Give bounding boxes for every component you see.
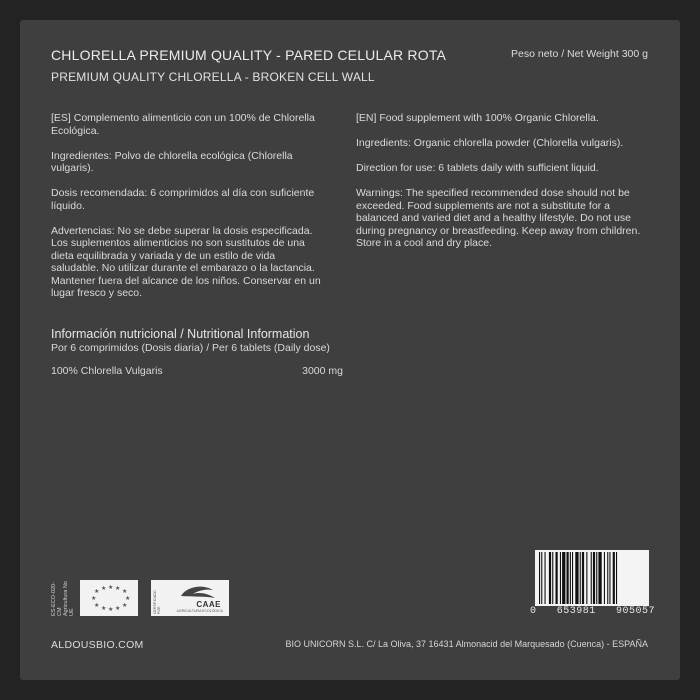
nutrition-row-value: 3000 mg: [302, 365, 343, 377]
barcode-bar: [549, 552, 551, 604]
svg-text:★: ★: [115, 605, 121, 612]
website-link[interactable]: ALDOUSBIO.COM: [51, 639, 144, 651]
barcode-bar: [609, 552, 610, 604]
barcode-digits: [530, 606, 655, 617]
es-dose: Dosis recomendada: 6 comprimidos al día con suficiente líquido.: [51, 187, 315, 212]
barcode-bar: [596, 552, 597, 604]
es-ingredients: Ingredientes: Polvo de chlorella ecológica (Chlorella vulgaris).: [51, 149, 293, 174]
barcode-bar: [613, 552, 615, 604]
svg-text:★: ★: [115, 585, 121, 592]
svg-text:★: ★: [125, 595, 131, 602]
nutrition-row: [51, 365, 343, 377]
barcode-bar: [570, 552, 571, 604]
barcode-bar: [580, 552, 581, 604]
barcode-bar: [598, 552, 601, 604]
barcode-bar: [616, 552, 617, 604]
svg-text:★: ★: [108, 606, 114, 613]
barcode-bar: [591, 552, 592, 604]
product-label: [20, 20, 680, 680]
barcode-digit-group: 0: [530, 606, 537, 617]
barcode-bar: [607, 552, 608, 604]
product-title: CHLORELLA PREMIUM QUALITY - PARED CELULAR ROTA: [51, 47, 447, 63]
barcode-bar: [539, 552, 540, 604]
barcode-bar: [541, 552, 542, 604]
svg-text:★: ★: [101, 605, 107, 612]
svg-text:★: ★: [94, 602, 100, 609]
company-address: BIO UNICORN S.L. C/ La Oliva, 37 16431 Almonacid del Marquesado (Cuenca) - ESPAÑA: [285, 639, 648, 649]
en-direction: Direction for use: 6 tablets daily with sufficient liquid.: [356, 162, 599, 174]
barcode-digit-group: 905057: [615, 606, 655, 617]
spanish-column: [51, 112, 321, 312]
svg-text:★: ★: [122, 588, 128, 595]
barcode-bar: [556, 552, 558, 604]
barcode-bar: [593, 552, 595, 604]
net-weight: Peso neto / Net Weight 300 g: [511, 48, 648, 60]
nutrition-per-dose: Por 6 comprimidos (Dosis diaria) / Per 6 tablets (Daily dose): [51, 342, 330, 354]
barcode-bar: [582, 552, 584, 604]
barcode-bar: [545, 552, 546, 604]
english-column: [356, 112, 646, 262]
svg-text:★: ★: [94, 588, 100, 595]
barcode-bar: [552, 552, 553, 604]
es-intro: [ES] Complemento alimenticio con un 100% de Chlorella Ecológica.: [51, 112, 315, 137]
certification-logos: [51, 578, 229, 616]
en-intro: [EN] Food supplement with 100% Organic Chlorella.: [356, 112, 599, 124]
barcode-bar: [586, 552, 587, 604]
en-ingredients: Ingredients: Organic chlorella powder (Chlorella vulgaris).: [356, 137, 624, 149]
svg-text:★: ★: [108, 584, 114, 591]
barcode-bar: [575, 552, 578, 604]
barcode-icon: [535, 550, 649, 606]
nutrition-row-label: 100% Chlorella Vulgaris: [51, 365, 163, 377]
barcode-bar: [604, 552, 605, 604]
barcode-bar: [562, 552, 565, 604]
product-subtitle: PREMIUM QUALITY CHLORELLA - BROKEN CELL WALL: [51, 70, 375, 84]
barcode-bar: [572, 552, 573, 604]
svg-text:★: ★: [122, 602, 128, 609]
barcode-digit-group: 653981: [556, 606, 596, 617]
en-warnings: Warnings: The specified recommended dose should not be exceeded. Food supplements are not a substitute for a balanced and varied diet and a healthy lifestyle. Do not use during pregnancy or breastfeeding. Keep away from children. Store in a cool and dry place.: [356, 187, 641, 249]
svg-text:★: ★: [101, 585, 107, 592]
eu-organic-leaf-icon: [80, 580, 138, 616]
nutrition-title: Información nutricional / Nutritional Information: [51, 327, 310, 341]
organic-control-code: ES-ECO-020-CM Agricultura No UE: [51, 581, 75, 616]
svg-text:★: ★: [91, 595, 97, 602]
barcode-bar: [560, 552, 561, 604]
es-warnings: Advertencias: No se debe superar la dosis especificada. Los suplementos alimenticios no son sustitutos de una dieta equilibrada y variada y de un estilo de vida saludable. No utilizar durante el embarazo o la lactancia. Mantener fuera del alcance de los niños. Conservar en un lugar fresco y seco.: [51, 224, 321, 299]
caae-logo-icon: CERTIFICADO POR CAAE AGRICULTURA ECOLÓGICA: [151, 580, 229, 616]
barcode-bar: [567, 552, 569, 604]
